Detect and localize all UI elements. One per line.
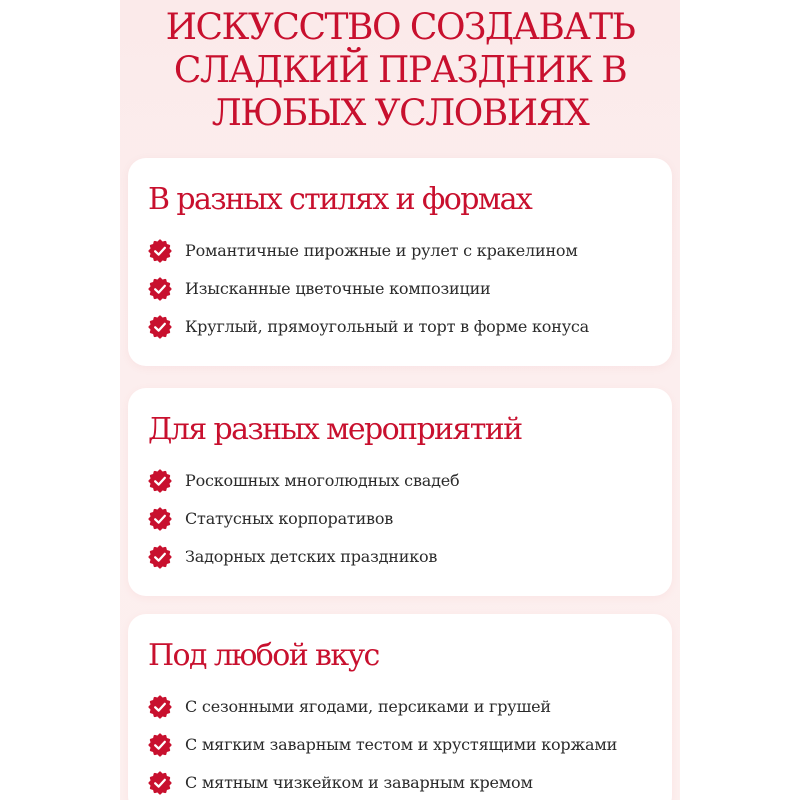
list-item [148,764,617,800]
feature-list [148,688,617,800]
feature-list [148,462,459,576]
list-item-label: С мягким заварным тестом и хрустящими коржами [185,735,618,754]
list-item [148,500,459,538]
check-badge-icon [148,733,172,757]
list-item [148,270,589,308]
list-item [148,538,459,576]
list-item [148,232,589,270]
list-item-label: Круглый, прямоугольный и торт в форме конуса [185,317,590,336]
headline-line-1: ИСКУССТВО СОЗДАВАТЬ [165,7,635,48]
check-badge-icon [148,469,172,493]
list-item-label: С сезонными ягодами, персиками и грушей [185,697,551,716]
check-badge-icon [148,545,172,569]
list-item-label: Роскошных многолюдных свадеб [185,471,460,490]
list-item-label: Романтичные пирожные и рулет с кракелином [185,241,578,260]
list-item-label: Изысканные цветочные композиции [185,279,491,298]
list-item [148,688,617,726]
feature-card-tastes [128,614,672,800]
check-badge-icon [148,239,172,263]
check-badge-icon [148,771,172,795]
card-title: Для разных мероприятий [148,412,522,447]
list-item [148,726,617,764]
headline-line-3: ЛЮБЫХ УСЛОВИЯХ [211,93,589,134]
check-badge-icon [148,507,172,531]
feature-card-events [128,388,672,596]
list-item-label: Задорных детских праздников [185,547,438,566]
check-badge-icon [148,315,172,339]
page-headline [120,6,680,135]
feature-card-styles [128,158,672,366]
card-title: В разных стилях и формах [148,182,532,217]
check-badge-icon [148,277,172,301]
list-item [148,308,589,346]
check-badge-icon [148,695,172,719]
list-item-label: Статусных корпоративов [185,509,394,528]
list-item-label: С мятным чизкейком и заварным кремом [185,773,533,792]
headline-line-2: СЛАДКИЙ ПРАЗДНИК В [173,50,627,91]
feature-list [148,232,589,346]
card-title: Под любой вкус [148,638,379,673]
list-item [148,462,459,500]
